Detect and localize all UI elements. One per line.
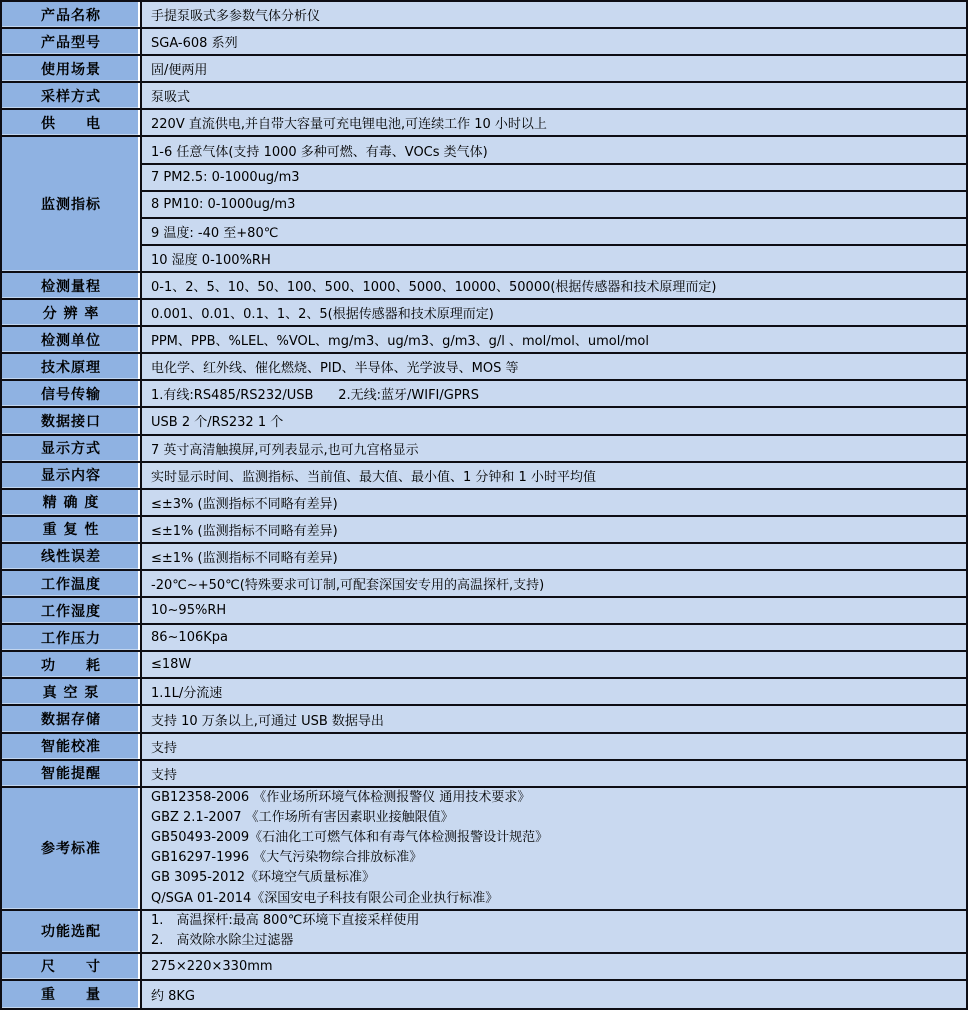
row-value: [142, 137, 966, 271]
row-label-text: 产品型号: [41, 34, 101, 51]
spec-row: [2, 734, 966, 761]
row-value: [142, 110, 966, 135]
value-text: ≤±1% (监测指标不同略有差异): [151, 550, 338, 566]
row-value: [142, 408, 966, 433]
value-text: 7 PM2.5: 0-1000ug/m3: [151, 169, 300, 185]
row-label-text: 功能选配: [41, 924, 101, 941]
value-text: 86~106Kpa: [151, 630, 228, 646]
value-text: ≤18W: [151, 657, 192, 673]
row-label: [2, 137, 142, 271]
value-text: ≤±1% (监测指标不同略有差异): [151, 523, 338, 539]
row-value: [142, 598, 966, 623]
spec-row: [2, 83, 966, 110]
row-label: [2, 598, 142, 623]
spec-row: [2, 706, 966, 733]
row-label: [2, 408, 142, 433]
spec-row: [2, 56, 966, 83]
row-label: [2, 625, 142, 650]
row-value: [142, 652, 966, 677]
row-label-text: 供 电: [41, 115, 101, 132]
value-text: 2. 高效除水除尘过滤器: [151, 933, 294, 949]
value-text: -20℃~+50℃(特殊要求可订制,可配套深国安专用的高温探杆,支持): [151, 578, 545, 594]
value-line: [142, 889, 966, 909]
value-line: [142, 808, 966, 828]
row-value: [142, 571, 966, 596]
value-text: 275×220×330mm: [151, 958, 273, 974]
row-label-text: 显示内容: [41, 468, 101, 485]
value-text: 0.001、0.01、0.1、1、2、5(根据传感器和技术原理而定): [151, 307, 494, 323]
value-text: USB 2 个/RS232 1 个: [151, 415, 284, 431]
row-value: [142, 381, 966, 406]
row-label: [2, 110, 142, 135]
sub-row: [142, 137, 966, 164]
row-label: [2, 273, 142, 298]
row-value: [142, 463, 966, 488]
value-text: 9 温度: -40 至+80℃: [151, 225, 279, 241]
row-value: [142, 911, 966, 952]
spec-row: [2, 137, 966, 273]
spec-row: [2, 571, 966, 598]
value-line: [142, 828, 966, 848]
spec-row: [2, 29, 966, 56]
spec-row: [2, 273, 966, 300]
value-text: 1.有线:RS485/RS232/USB 2.无线:蓝牙/WIFI/GPRS: [151, 388, 479, 404]
row-value: [142, 273, 966, 298]
row-label: [2, 517, 142, 542]
spec-row: [2, 679, 966, 706]
row-label: [2, 706, 142, 731]
value-line: [142, 868, 966, 888]
row-label: [2, 490, 142, 515]
row-label-text: 显示方式: [41, 441, 101, 458]
sub-row: [142, 192, 966, 219]
row-value: [142, 954, 966, 979]
value-text: 1. 高温探杆:最高 800℃环境下直接采样使用: [151, 912, 420, 928]
row-label-text: 信号传输: [41, 386, 101, 403]
row-label: [2, 544, 142, 569]
spec-row: [2, 761, 966, 788]
value-text: 实时显示时间、监测指标、当前值、最大值、最小值、1 分钟和 1 小时平均值: [151, 469, 596, 485]
row-label: [2, 954, 142, 979]
spec-row: [2, 911, 966, 954]
row-label-text: 参考标准: [41, 841, 101, 858]
spec-row: [2, 300, 966, 327]
row-value: [142, 679, 966, 704]
row-label: [2, 679, 142, 704]
spec-row: [2, 490, 966, 517]
value-text: 泵吸式: [151, 90, 191, 106]
value-text: 支持: [151, 740, 178, 756]
row-value: [142, 788, 966, 909]
row-value: [142, 83, 966, 108]
row-label-text: 使用场景: [41, 61, 101, 78]
row-label: [2, 463, 142, 488]
value-text: Q/SGA 01-2014《深国安电子科技有限公司企业执行标准》: [151, 890, 499, 906]
row-label-text: 采样方式: [41, 88, 101, 105]
value-text: SGA-608 系列: [151, 36, 238, 52]
row-label-text: 工作湿度: [41, 603, 101, 620]
value-line: [142, 788, 966, 808]
spec-row: [2, 110, 966, 137]
row-value: [142, 490, 966, 515]
row-label-text: 智能校准: [41, 739, 101, 756]
spec-row: [2, 981, 966, 1008]
spec-row: [2, 544, 966, 571]
row-label-text: 技术原理: [41, 359, 101, 376]
row-label-text: 重 量: [41, 987, 101, 1004]
row-value: [142, 354, 966, 379]
value-text: GB12358-2006 《作业场所环境气体检测报警仪 通用技术要求》: [151, 789, 531, 805]
row-label: [2, 300, 142, 325]
row-label-text: 精 确 度: [42, 495, 100, 512]
row-value: [142, 56, 966, 81]
value-text: PPM、PPB、%LEL、%VOL、mg/m3、ug/m3、g/m3、g/l 、mol/mol、umol/mol: [151, 334, 649, 350]
row-label: [2, 436, 142, 461]
row-label: [2, 2, 142, 27]
value-line: [142, 848, 966, 868]
value-text: GB16297-1996 《大气污染物综合排放标准》: [151, 850, 423, 866]
spec-row: [2, 598, 966, 625]
row-label: [2, 652, 142, 677]
spec-row: [2, 327, 966, 354]
sub-row: [142, 165, 966, 192]
value-text: GB50493-2009《石油化工可燃气体和有毒气体检测报警设计规范》: [151, 830, 549, 846]
row-value: [142, 517, 966, 542]
row-value: [142, 29, 966, 54]
row-label-text: 智能提醒: [41, 766, 101, 783]
row-label-text: 数据存储: [41, 712, 101, 729]
row-label: [2, 56, 142, 81]
row-value: [142, 327, 966, 352]
row-value: [142, 544, 966, 569]
value-text: 1.1L/分流速: [151, 686, 223, 702]
value-text: GBZ 2.1-2007 《工作场所有害因素职业接触限值》: [151, 809, 454, 825]
row-label-text: 分 辨 率: [42, 305, 100, 322]
spec-row: [2, 652, 966, 679]
row-label: [2, 911, 142, 952]
row-label: [2, 354, 142, 379]
row-value: [142, 436, 966, 461]
spec-row: [2, 381, 966, 408]
row-label-text: 数据接口: [41, 413, 101, 430]
value-text: GB 3095-2012《环境空气质量标准》: [151, 870, 375, 886]
row-label: [2, 761, 142, 786]
row-label: [2, 381, 142, 406]
spec-row: [2, 788, 966, 911]
value-text: 固/便两用: [151, 63, 208, 79]
value-text: 0-1、2、5、10、50、100、500、1000、5000、10000、50000(根据传感器和技术原理而定): [151, 280, 717, 296]
row-label: [2, 83, 142, 108]
value-text: 10 湿度 0-100%RH: [151, 252, 271, 268]
spec-row: [2, 954, 966, 981]
value-text: 支持: [151, 767, 178, 783]
value-text: 10~95%RH: [151, 603, 227, 619]
value-text: 手提泵吸式多参数气体分析仪: [151, 9, 321, 25]
value-text: 约 8KG: [151, 988, 196, 1004]
row-label: [2, 327, 142, 352]
row-label-text: 线性误差: [41, 549, 101, 566]
row-label: [2, 29, 142, 54]
value-text: 7 英寸高清触摸屏,可列表显示,也可九宫格显示: [151, 442, 419, 458]
spec-row: [2, 625, 966, 652]
spec-row: [2, 408, 966, 435]
row-label-text: 工作压力: [41, 630, 101, 647]
value-text: ≤±3% (监测指标不同略有差异): [151, 496, 338, 512]
spec-row: [2, 354, 966, 381]
row-label: [2, 981, 142, 1008]
spec-row: [2, 463, 966, 490]
row-value: [142, 300, 966, 325]
value-line: [142, 931, 966, 952]
row-label: [2, 788, 142, 909]
row-value: [142, 761, 966, 786]
value-text: 8 PM10: 0-1000ug/m3: [151, 196, 296, 212]
row-label: [2, 571, 142, 596]
row-label-text: 产品名称: [41, 7, 101, 24]
value-text: 220V 直流供电,并自带大容量可充电锂电池,可连续工作 10 小时以上: [151, 117, 547, 133]
row-label: [2, 734, 142, 759]
row-label-text: 重 复 性: [42, 522, 100, 539]
value-text: 1-6 任意气体(支持 1000 多种可燃、有毒、VOCs 类气体): [151, 144, 488, 160]
row-value: [142, 625, 966, 650]
row-label-text: 真 空 泵: [42, 684, 100, 701]
row-value: [142, 706, 966, 731]
row-value: [142, 981, 966, 1008]
row-label-text: 工作温度: [41, 576, 101, 593]
row-label-text: 检测单位: [41, 332, 101, 349]
row-label-text: 尺 寸: [41, 959, 101, 976]
row-label-text: 监测指标: [41, 197, 101, 214]
spec-row: [2, 2, 966, 29]
spec-row: [2, 517, 966, 544]
value-line: [142, 911, 966, 932]
spec-row: [2, 436, 966, 463]
row-label-text: 检测量程: [41, 278, 101, 295]
sub-row: [142, 246, 966, 271]
row-value: [142, 2, 966, 27]
value-text: 电化学、红外线、催化燃烧、PID、半导体、光学波导、MOS 等: [151, 361, 519, 377]
row-label-text: 功 耗: [41, 657, 101, 674]
sub-row: [142, 219, 966, 246]
row-value: [142, 734, 966, 759]
value-text: 支持 10 万条以上,可通过 USB 数据导出: [151, 713, 384, 729]
